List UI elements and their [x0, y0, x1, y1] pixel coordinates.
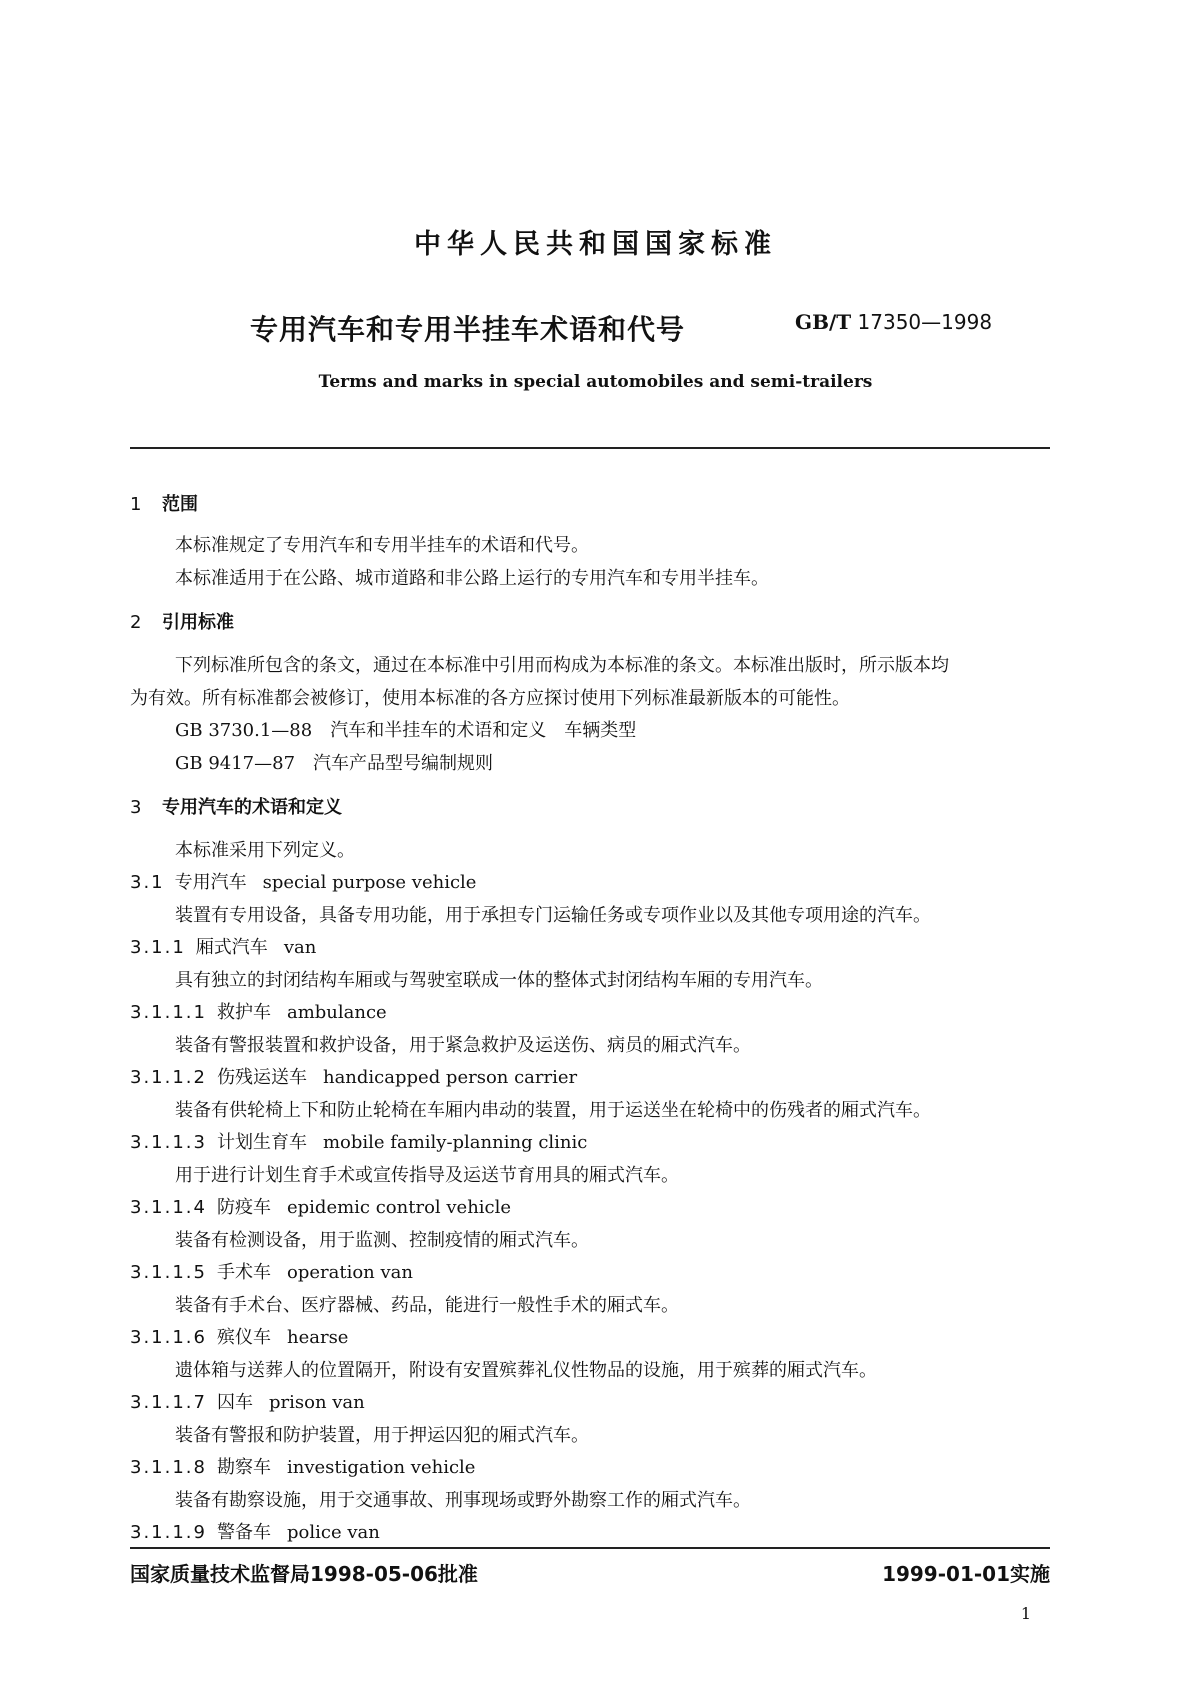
term-number: 3.1.1.4	[130, 1197, 207, 1218]
term-entry	[130, 933, 316, 959]
document-title-zh: 专用汽车和专用半挂车术语和代号	[250, 313, 686, 346]
standard-code-prefix: GB/T	[795, 310, 852, 334]
paragraph: 本标准采用下列定义。	[175, 840, 355, 861]
term-entry	[130, 1128, 587, 1154]
reference-standard: GB 9417—87 汽车产品型号编制规则	[175, 753, 494, 774]
footer-divider	[130, 1547, 1050, 1549]
term-number: 3.1.1.9	[130, 1522, 207, 1543]
standard-code	[795, 310, 992, 334]
term-name-zh: 囚车	[216, 1392, 253, 1413]
standard-code-number: 17350—1998	[857, 310, 993, 334]
term-entry	[130, 868, 476, 894]
term-name-en: prison van	[268, 1392, 365, 1413]
term-name-en: ambulance	[286, 1002, 387, 1023]
term-name-en: epidemic control vehicle	[286, 1197, 512, 1218]
term-definition: 装备有警报和防护装置，用于押运囚犯的厢式汽车。	[175, 1425, 589, 1446]
section-title: 专用汽车的术语和定义	[162, 797, 342, 818]
term-name-zh: 救护车	[216, 1002, 271, 1023]
term-number: 3.1.1.3	[130, 1132, 207, 1153]
term-number: 3.1.1	[130, 937, 186, 958]
section-1-heading	[130, 490, 198, 516]
paragraph-continuation: 为有效。所有标准都会被修订，使用本标准的各方应探讨使用下列标准最新版本的可能性。	[130, 688, 850, 709]
term-definition: 装备有手术台、医疗器械、药品，能进行一般性手术的厢式车。	[175, 1295, 679, 1316]
document-title-en: Terms and marks in special automobiles and semi-trailers	[318, 372, 873, 392]
term-number: 3.1.1.2	[130, 1067, 207, 1088]
term-definition: 装备有检测设备，用于监测、控制疫情的厢式汽车。	[175, 1230, 589, 1251]
section-title: 引用标准	[162, 612, 234, 633]
term-number: 3.1.1.7	[130, 1392, 207, 1413]
reference-standard: GB 3730.1—88 汽车和半挂车的术语和定义 车辆类型	[175, 720, 637, 741]
term-name-en: hearse	[286, 1327, 349, 1348]
section-2-heading	[130, 608, 234, 634]
issued-date: 国家质量技术监督局1998-05-06批准	[130, 1562, 478, 1586]
term-name-en: mobile family-planning clinic	[322, 1132, 588, 1153]
term-definition: 装备有供轮椅上下和防止轮椅在车厢内串动的装置，用于运送坐在轮椅中的伤残者的厢式汽车。	[175, 1100, 931, 1121]
section-3-heading	[130, 793, 342, 819]
term-entry	[130, 1063, 577, 1089]
effective-date: 1999-01-01实施	[882, 1562, 1050, 1586]
term-entry	[130, 1453, 475, 1479]
paragraph: 本标准规定了专用汽车和专用半挂车的术语和代号。	[175, 535, 589, 556]
section-number: 1	[130, 494, 142, 515]
term-number: 3.1	[130, 872, 165, 893]
term-name-zh: 伤残运送车	[216, 1067, 307, 1088]
term-name-en: police van	[286, 1522, 380, 1543]
term-entry	[130, 998, 387, 1024]
term-entry	[130, 1323, 348, 1349]
section-title: 范围	[162, 494, 198, 515]
term-definition: 具有独立的封闭结构车厢或与驾驶室联成一体的整体式封闭结构车厢的专用汽车。	[175, 970, 823, 991]
section-number: 3	[130, 797, 142, 818]
term-definition: 遗体箱与送葬人的位置隔开，附设有安置殡葬礼仪性物品的设施，用于殡葬的厢式汽车。	[175, 1360, 877, 1381]
term-name-zh: 防疫车	[216, 1197, 271, 1218]
term-name-en: handicapped person carrier	[322, 1067, 578, 1088]
term-entry	[130, 1193, 511, 1219]
term-name-zh: 警备车	[216, 1522, 271, 1543]
term-name-zh: 勘察车	[216, 1457, 271, 1478]
term-name-zh: 专用汽车	[174, 872, 247, 893]
term-number: 3.1.1.5	[130, 1262, 207, 1283]
section-number: 2	[130, 612, 142, 633]
term-definition: 装置有专用设备，具备专用功能，用于承担专门运输任务或专项作业以及其他专项用途的汽车。	[175, 905, 931, 926]
paragraph: 下列标准所包含的条文，通过在本标准中引用而构成为本标准的条文。本标准出版时，所示版本均	[175, 655, 949, 676]
term-entry	[130, 1518, 380, 1544]
term-number: 3.1.1.6	[130, 1327, 207, 1348]
paragraph: 本标准适用于在公路、城市道路和非公路上运行的专用汽车和专用半挂车。	[175, 568, 769, 589]
term-name-zh: 计划生育车	[216, 1132, 307, 1153]
term-number: 3.1.1.1	[130, 1002, 207, 1023]
term-definition: 装备有勘察设施，用于交通事故、刑事现场或野外勘察工作的厢式汽车。	[175, 1490, 751, 1511]
term-name-en: operation van	[286, 1262, 413, 1283]
term-number: 3.1.1.8	[130, 1457, 207, 1478]
national-standard-heading: 中华人民共和国国家标准	[414, 229, 777, 260]
term-entry	[130, 1388, 365, 1414]
term-name-zh: 殡仪车	[216, 1327, 271, 1348]
header-divider	[130, 447, 1050, 449]
page-number: 1	[1020, 1604, 1031, 1623]
term-name-en: investigation vehicle	[286, 1457, 476, 1478]
term-name-zh: 手术车	[216, 1262, 271, 1283]
term-name-en: van	[283, 937, 317, 958]
term-definition: 装备有警报装置和救护设备，用于紧急救护及运送伤、病员的厢式汽车。	[175, 1035, 751, 1056]
term-entry	[130, 1258, 413, 1284]
term-name-zh: 厢式汽车	[195, 937, 268, 958]
term-name-en: special purpose vehicle	[262, 872, 477, 893]
term-definition: 用于进行计划生育手术或宣传指导及运送节育用具的厢式汽车。	[175, 1165, 679, 1186]
